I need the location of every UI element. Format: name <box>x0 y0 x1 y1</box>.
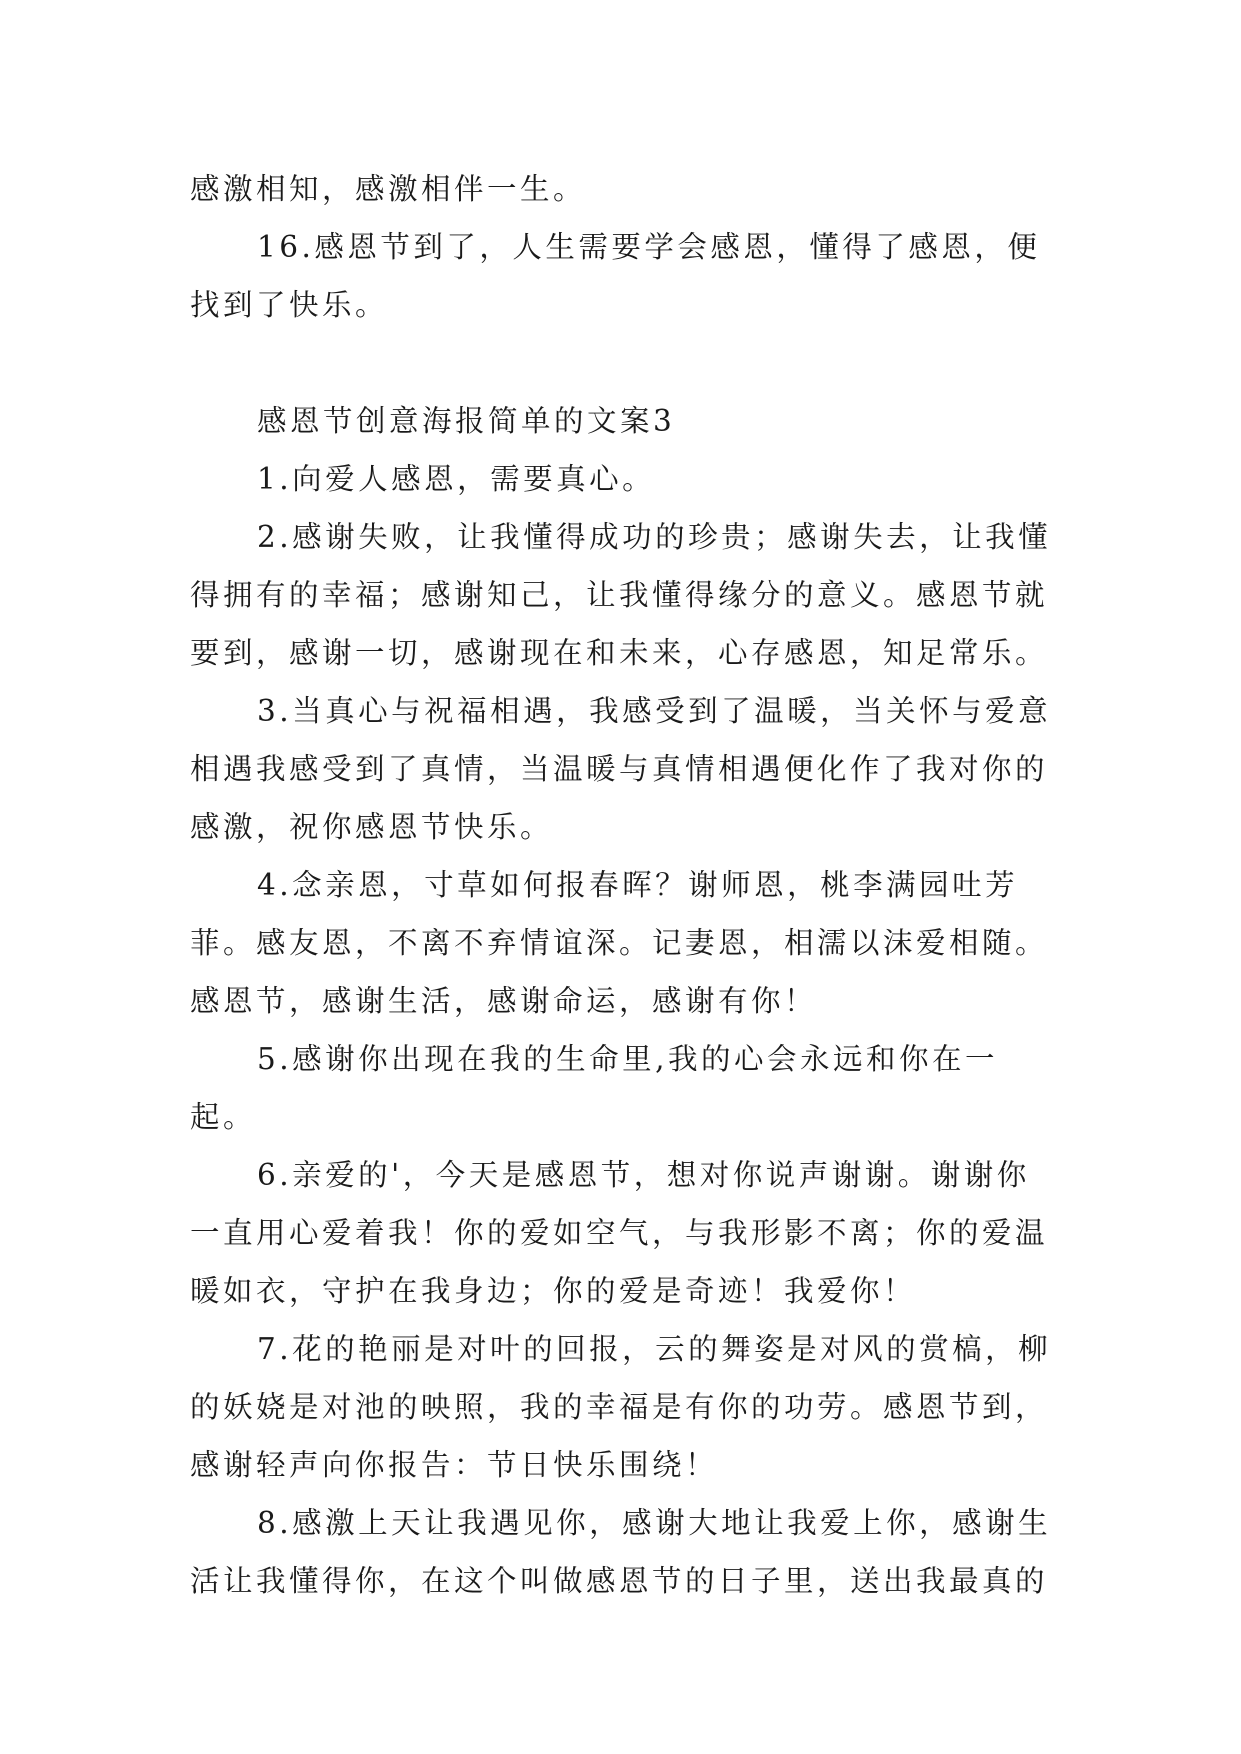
paragraph-item-16: 16.感恩节到了，人生需要学会感恩，懂得了感恩，便找到了快乐。 <box>190 230 1041 322</box>
list-item-5: 5.感谢你出现在我的生命里,我的心会永远和你在一起。 <box>190 1042 999 1134</box>
list-item-8: 8.感激上天让我遇见你，感谢大地让我爱上你，感谢生活让我懂得你，在这个叫做感恩节的日子里，送出我最真的 <box>190 1506 1052 1598</box>
list-item-2: 2.感谢失败，让我懂得成功的珍贵；感谢失去，让我懂得拥有的幸福；感谢知己，让我懂得缘分的意义。感恩节就要到，感谢一切，感谢现在和未来，心存感恩，知足常乐。 <box>190 520 1052 670</box>
list-item-3: 3.当真心与祝福相遇，我感受到了温暖，当关怀与爱意相遇我感受到了真情，当温暖与真情相遇便化作了我对你的感激，祝你感恩节快乐。 <box>190 694 1052 844</box>
paragraph-continued: 感激相知，感激相伴一生。 <box>190 172 587 206</box>
list-item-7: 7.花的艳丽是对叶的回报，云的舞姿是对风的赏槁，柳的妖娆是对池的映照，我的幸福是有你的功劳。感恩节到，感谢轻声向你报告：节日快乐围绕！ <box>190 1332 1052 1482</box>
section-spacer <box>190 334 1060 392</box>
section-heading: 感恩节创意海报简单的文案3 <box>257 404 676 438</box>
list-item-4: 4.念亲恩，寸草如何报春晖？谢师恩，桃李满园吐芳菲。感友恩，不离不弃情谊深。记妻恩，相濡以沫爱相随。感恩节，感谢生活，感谢命运，感谢有你！ <box>190 868 1049 1018</box>
list-item-1: 1.向爱人感恩，需要真心。 <box>257 462 656 496</box>
list-item-6: 6.亲爱的'，今天是感恩节，想对你说声谢谢。谢谢你一直用心爱着我！你的爱如空气，与我形影不离；你的爱温暖如衣，守护在我身边；你的爱是奇迹！我爱你！ <box>190 1158 1049 1308</box>
document-body <box>190 160 1060 1610</box>
